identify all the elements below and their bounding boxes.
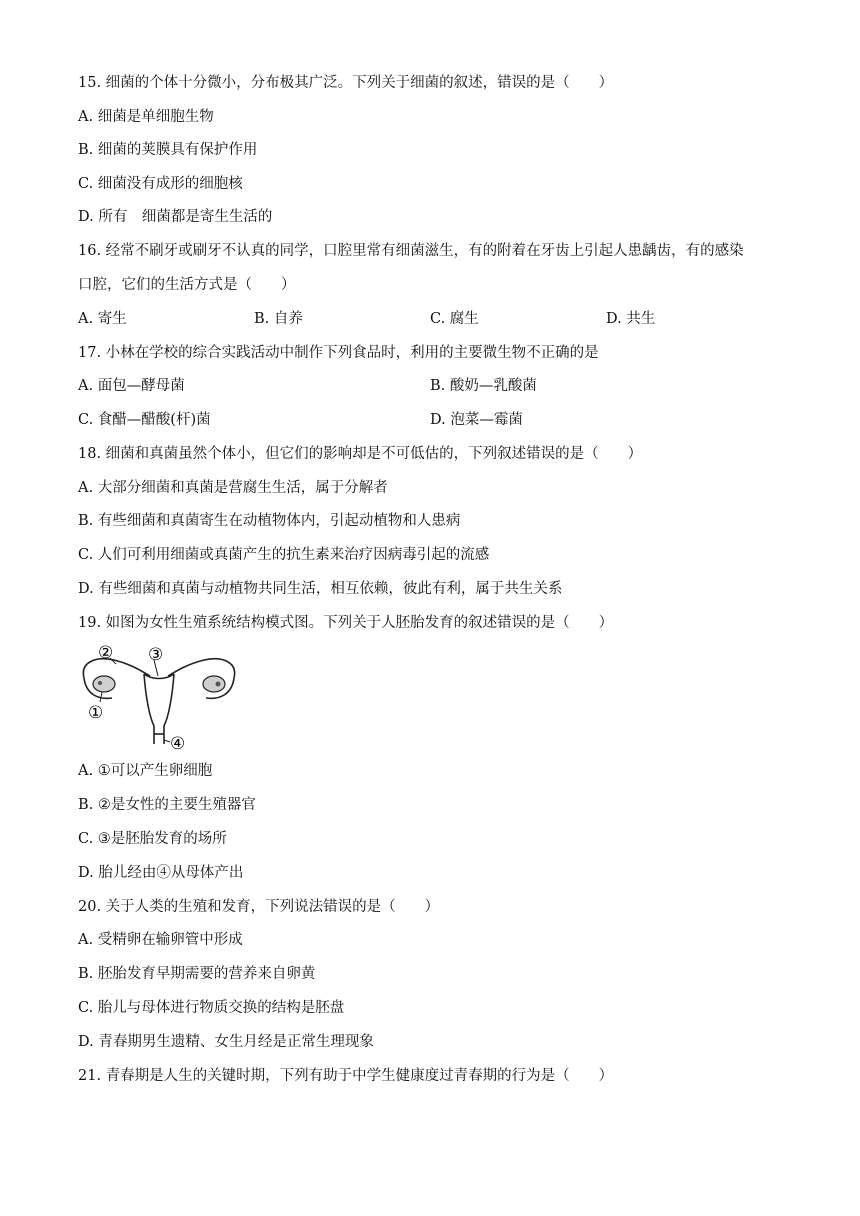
question-16-option-c: C. 腐生: [430, 311, 479, 327]
question-18-stem: 18. 细菌和真菌虽然个体小，但它们的影响却是不可低估的，下列叙述错误的是（ ）: [78, 446, 643, 462]
question-17-option-a: A. 面包—酵母菌: [78, 378, 185, 394]
question-19-stem: 19. 如图为女性生殖系统结构模式图。下列关于人胚胎发育的叙述错误的是（ ）: [78, 615, 614, 631]
right-ovary-dot: [216, 682, 221, 687]
question-19-option-a: A. ①可以产生卵细胞: [78, 763, 213, 779]
left-ovary-shape: [93, 676, 115, 692]
right-fallopian-tube-shape: [168, 659, 235, 678]
question-15-option-c: C. 细菌没有成形的细胞核: [78, 176, 243, 192]
question-18-option-a: A. 大部分细菌和真菌是营腐生生活，属于分解者: [78, 480, 388, 496]
question-16-option-b: B. 自养: [254, 311, 303, 327]
question-16-option-d: D. 共生: [606, 311, 656, 327]
question-20-stem: 20. 关于人类的生殖和发育，下列说法错误的是（ ）: [78, 899, 440, 915]
question-16-option-a: A. 寄生: [78, 311, 127, 327]
question-20-option-a: A. 受精卵在输卵管中形成: [78, 932, 243, 948]
question-18-option-b: B. 有些细菌和真菌寄生在动植物体内，引起动植物和人患病: [78, 513, 461, 529]
question-15-option-b: B. 细菌的荚膜具有保护作用: [78, 142, 258, 158]
left-ovary-dot: [98, 681, 102, 685]
question-20-option-b: B. 胚胎发育早期需要的营养来自卵黄: [78, 966, 316, 982]
question-17-option-b: B. 酸奶—乳酸菌: [430, 378, 537, 394]
figure-label-3: ③: [148, 645, 164, 665]
question-18-option-d: D. 有些细菌和真菌与动植物共同生活，相互依赖，彼此有利，属于共生关系: [78, 581, 563, 597]
question-19-option-b: B. ②是女性的主要生殖器官: [78, 797, 256, 813]
female-reproductive-system-diagram: [74, 640, 244, 754]
question-16-stem-line-1: 16. 经常不刷牙或刷牙不认真的同学，口腔里常有细菌滋生，有的附着在牙齿上引起人患龋齿，有的感染: [78, 243, 744, 259]
question-17-option-c: C. 食醋—醋酸(杆)菌: [78, 412, 211, 428]
right-ovary-shape: [203, 676, 225, 692]
question-18-option-c: C. 人们可利用细菌或真菌产生的抗生素来治疗因病毒引起的流感: [78, 547, 490, 563]
question-17-option-d: D. 泡菜—霉菌: [430, 412, 523, 428]
figure-label-2: ②: [98, 643, 114, 663]
question-21-stem: 21. 青春期是人生的关键时期，下列有助于中学生健康度过青春期的行为是（ ）: [78, 1068, 614, 1084]
left-fallopian-tube-shape: [83, 659, 150, 678]
question-17-stem: 17. 小林在学校的综合实践活动中制作下列食品时，利用的主要微生物不正确的是: [78, 345, 599, 361]
figure-label-4: ④: [170, 734, 186, 754]
question-15-option-d: D. 所有 细菌都是寄生生活的: [78, 209, 273, 225]
question-15-stem: 15. 细菌的个体十分微小，分布极其广泛。下列关于细菌的叙述，错误的是（ ）: [78, 75, 614, 91]
question-20-option-d: D. 青春期男生遗精、女生月经是正常生理现象: [78, 1034, 374, 1050]
question-19-option-c: C. ③是胚胎发育的场所: [78, 831, 227, 847]
figure-label-1: ①: [88, 703, 104, 723]
question-16-stem-line-2: 口腔，它们的生活方式是（ ）: [78, 277, 296, 293]
question-20-option-c: C. 胎儿与母体进行物质交换的结构是胚盘: [78, 1000, 345, 1016]
question-15-option-a: A. 细菌是单细胞生物: [78, 109, 214, 125]
question-19-option-d: D. 胎儿经由④从母体产出: [78, 865, 244, 881]
